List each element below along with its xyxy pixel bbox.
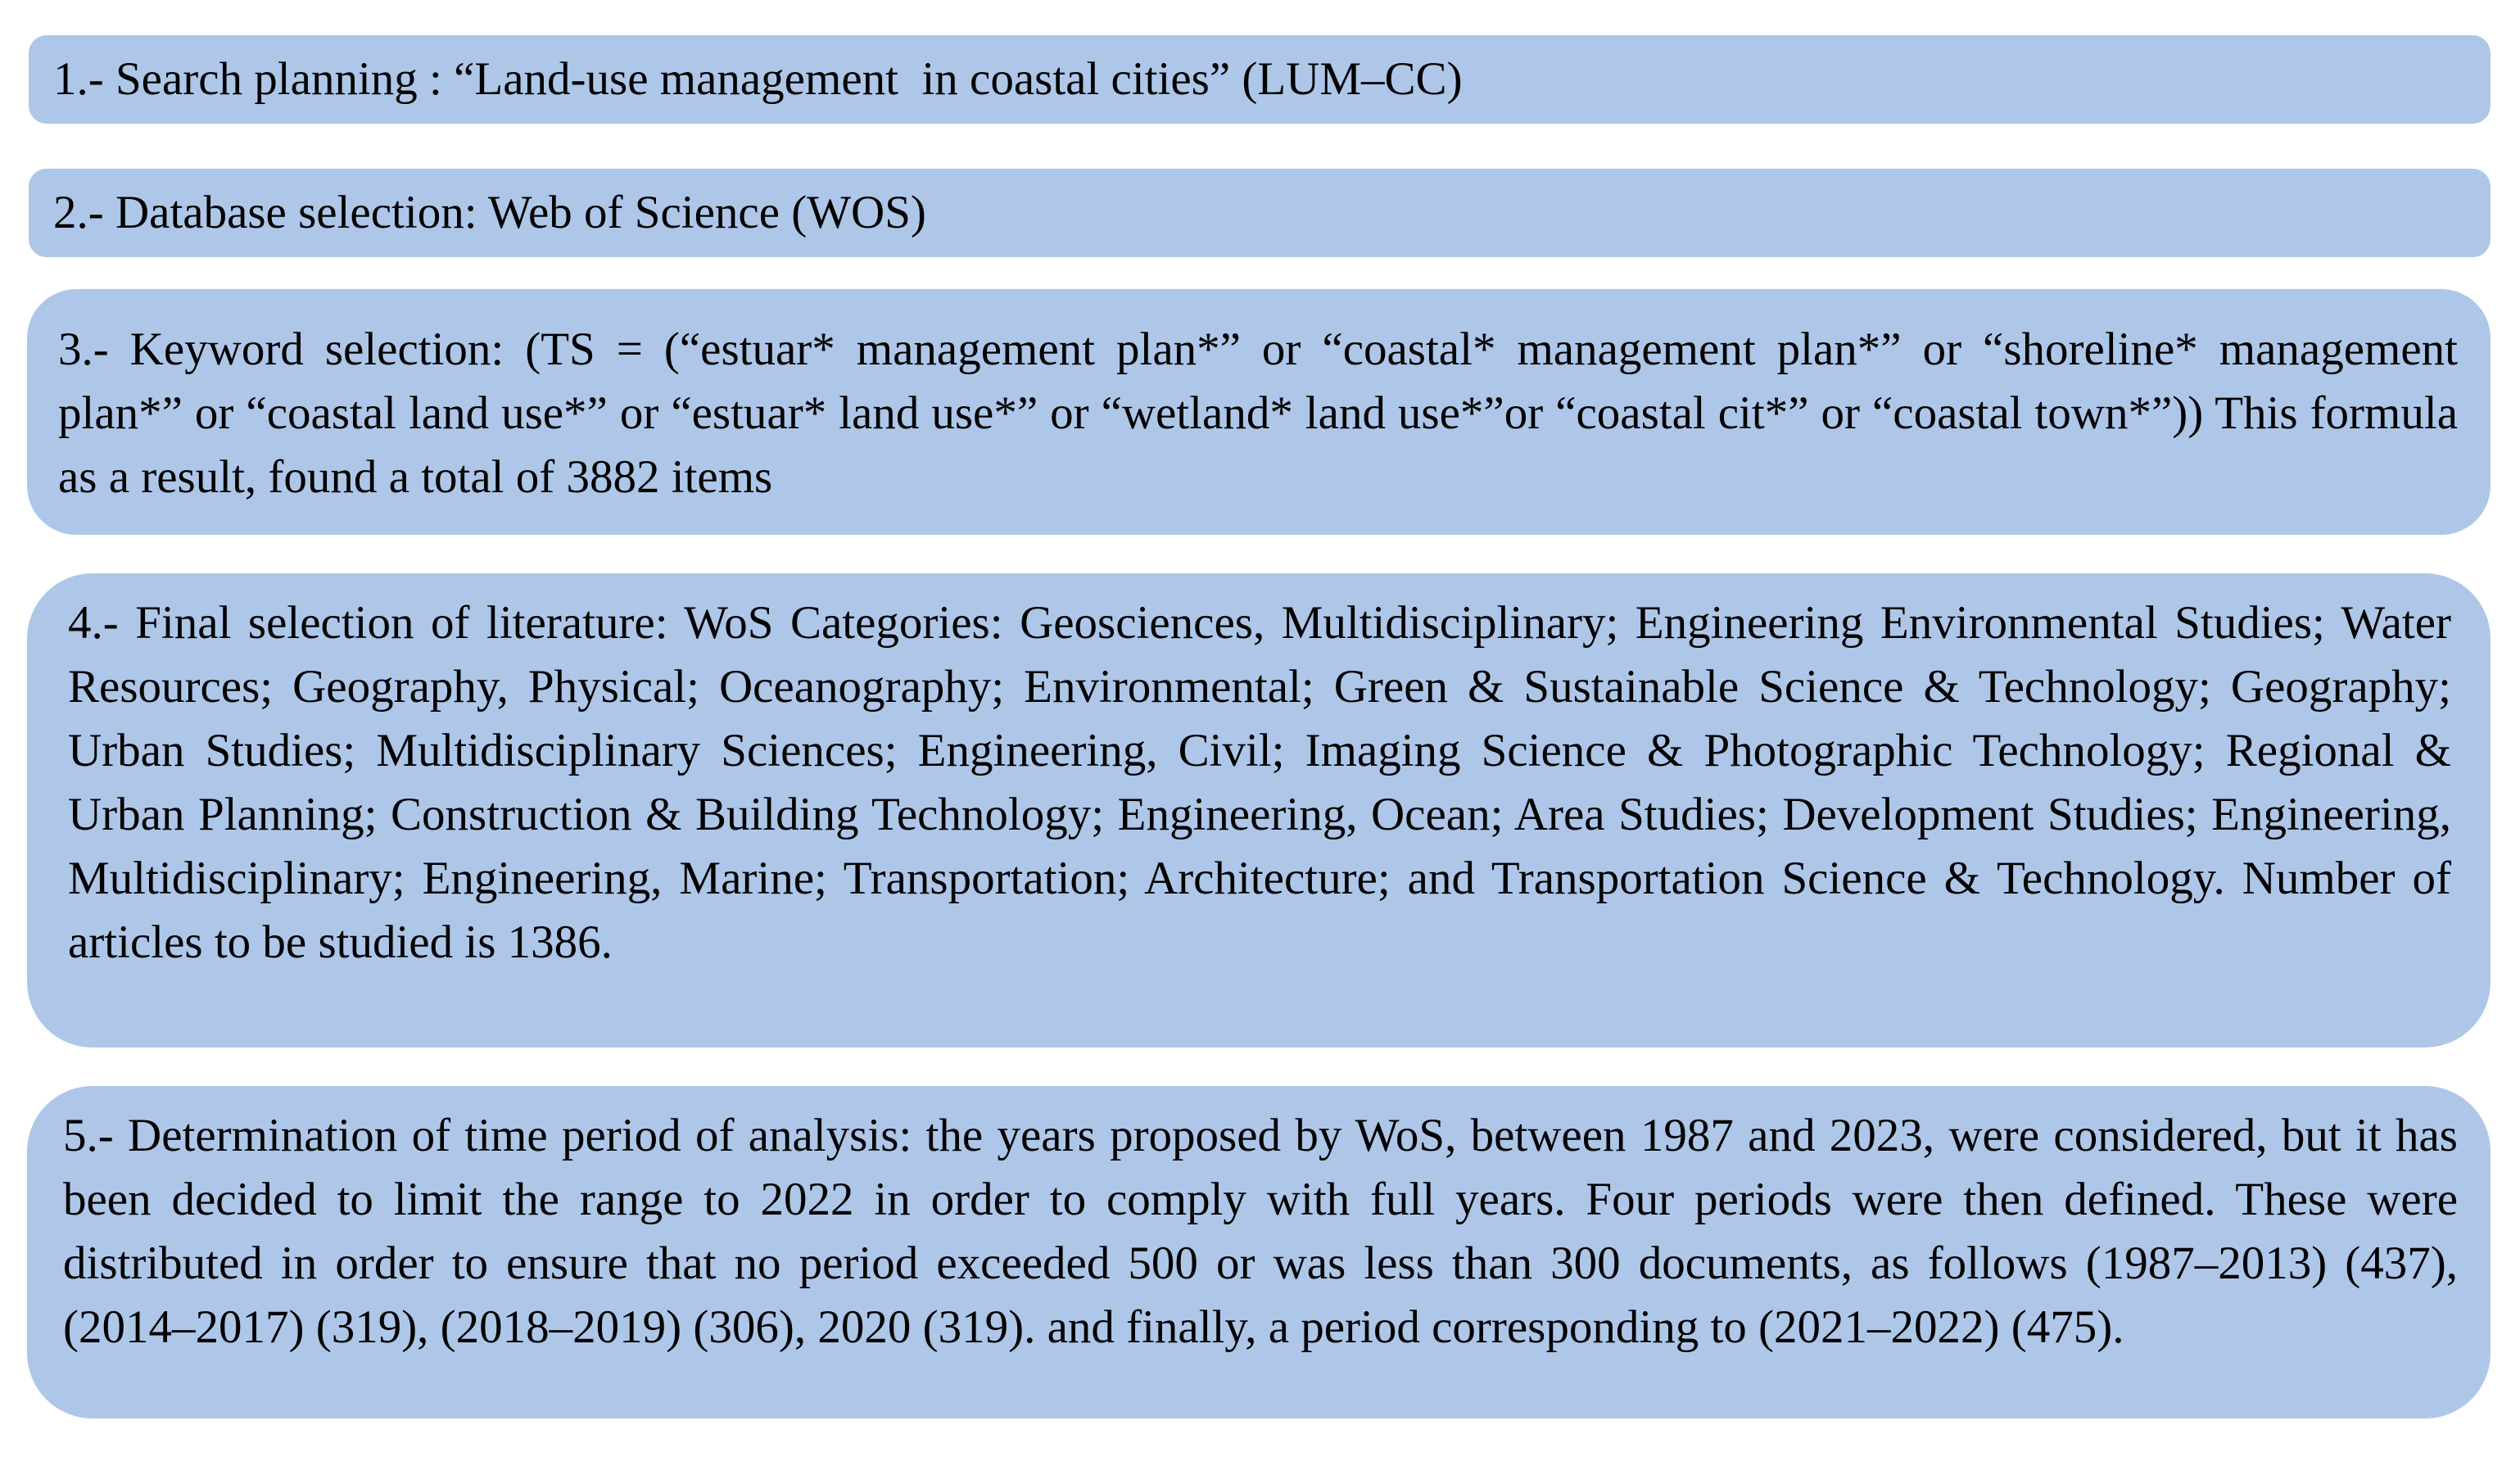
step-2-text: 2.- Database selection: Web of Science (WOS) (53, 187, 926, 238)
step-2-database-selection (29, 169, 2491, 257)
step-3-keyword-selection (27, 289, 2491, 535)
step-1-text: 1.- Search planning : “Land-use management in coastal cities” (LUM–CC) (53, 53, 1463, 105)
step-1-search-planning (29, 35, 2491, 124)
step-5-time-period (27, 1086, 2491, 1419)
step-4-text: 4.- Final selection of literature: WoS Categories: Geosciences, Multidisciplinary; Engineering Environmental Studies; Water Resources; Geography, Physical; Oceanography; Environmental; Green & Sustainable Science & Technology; Geography; Urban Studies; Multidisciplinary Sciences; Engineering, Civil; Imaging Science & Photographic Technology; Regional & Urban Planning; Construction & Building Technology; Engineering, Ocean; Area Studies; Development Studies; Engineering, Multidisciplinary; Engineering, Marine; Transportation; Architecture; and Transportation Science & Technology. Number of articles to be studied is 1386. (68, 597, 2451, 968)
step-5-text: 5.- Determination of time period of analysis: the years proposed by WoS, between 1987 and 2023, were considered, but it has been decided to limit the range to 2022 in order to comply with full years. Four periods were then defined. These were distributed in order to ensure that no period exceeded 500 or was less than 300 documents, as follows (1987–2013) (437), (2014–2017) (319), (2018–2019) (306), 2020 (319). and finally, a period corresponding to (2021–2022) (475). (63, 1110, 2458, 1353)
step-3-text: 3.- Keyword selection: (TS = (“estuar* management plan*” or “coastal* management plan*” or “shoreline* management plan*” or “coastal land use*” or “estuar* land use*” or “wetland* land use*”or “coastal cit*” or “coastal town*”)) This formula as a result, found a total of 3882 items (58, 324, 2458, 503)
step-4-final-selection (27, 573, 2491, 1048)
